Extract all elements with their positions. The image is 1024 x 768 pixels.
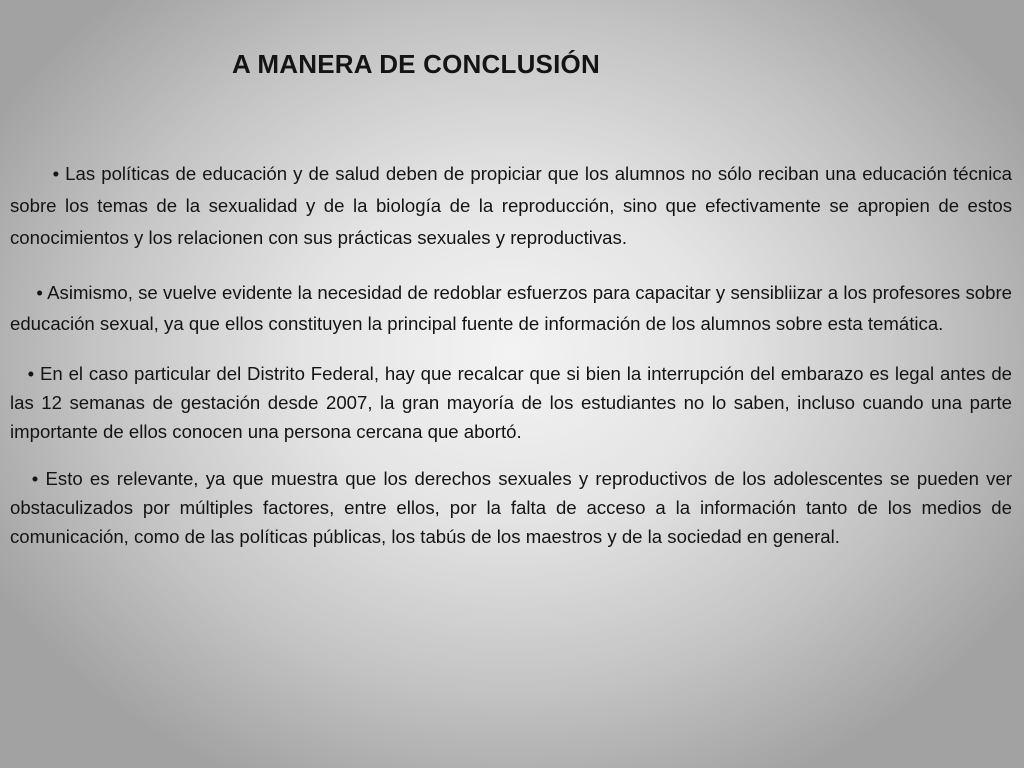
bullet-indent	[10, 282, 36, 303]
bullet-indent	[10, 363, 28, 384]
bullet-text: Esto es relevante, ya que muestra que los derechos sexuales y reproductivos de los adolescentes se pueden ver obstaculizados por múltiples factores, entre ellos, por la falta de acceso a la información tanto de los medios de comunicación, como de las políticas públicas, los tabús de los maestros y de la sociedad en general.	[10, 468, 1013, 547]
bullet-paragraph	[10, 278, 1012, 339]
bullet-paragraph	[10, 158, 1012, 254]
bullet-indent	[10, 468, 32, 489]
bullet-symbol: •	[52, 163, 60, 184]
slide-title: A MANERA DE CONCLUSIÓN	[232, 49, 600, 79]
bullet-paragraph	[10, 359, 1012, 446]
bullet-symbol: •	[27, 363, 35, 384]
bullet-indent	[10, 163, 53, 184]
bullet-text: En el caso particular del Distrito Federal, hay que recalcar que si bien la interrupción del embarazo es legal antes de las 12 semanas de gestación desde 2007, la gran mayoría de los estudiantes no lo saben, incluso cuando una parte importante de ellos conocen una persona cercana que abortó.	[10, 363, 1012, 442]
bullet-list	[10, 158, 1012, 551]
bullet-text: Las políticas de educación y de salud deben de propiciar que los alumnos no sólo reciban una educación técnica sobre los temas de la sexualidad y de la biología de la reproducción, sino que efectivamente se apropien de estos conocimientos y los relacionen con sus prácticas sexuales y reproductivas.	[10, 163, 1012, 248]
bullet-symbol: •	[36, 282, 43, 303]
bullet-text: Asimismo, se vuelve evidente la necesidad de redoblar esfuerzos para capacitar y sensibliizar a los profesores sobre educación sexual, ya que ellos constituyen la principal fuente de información de los alumnos sobre esta temática.	[10, 282, 1012, 334]
bullet-symbol: •	[31, 468, 39, 489]
bullet-paragraph	[10, 464, 1012, 551]
